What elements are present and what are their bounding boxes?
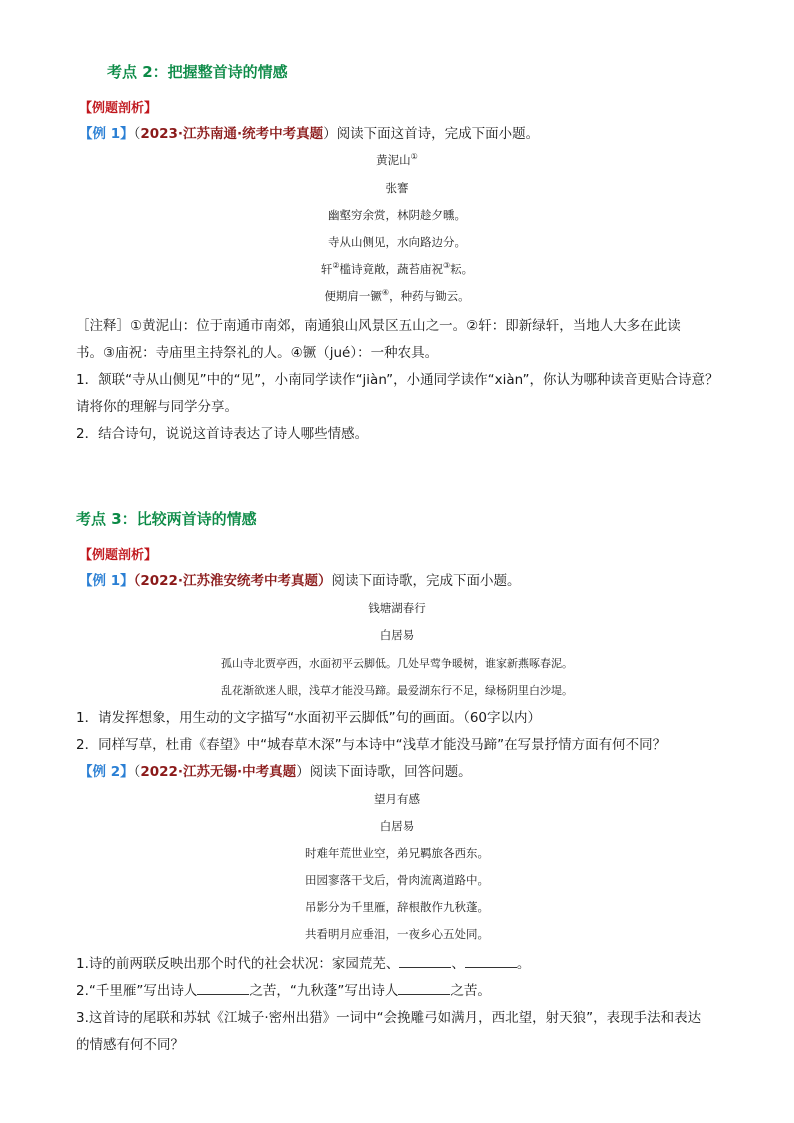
section2-analysis-tag: 【例题剖析】 <box>79 101 158 116</box>
poem-line: 乱花渐欲迷人眼，浅草才能没马蹄。最爱湖东行不足，绿杨阴里白沙堤。 <box>221 684 573 697</box>
section3-example1-header <box>79 571 521 591</box>
answer-blank[interactable] <box>398 982 450 995</box>
poem-author: 白居易 <box>379 628 415 642</box>
poem-line: 吊影分为千里雁，辞根散作九秋蓬。 <box>305 900 489 914</box>
question-1: 1．颔联“寺从山侧见”中的“见”，小南同学读作“jiàn”，小通同学读作“xiàn”，你认为哪种读音更贴合诗意？ <box>76 372 719 388</box>
example-bracket: 】 <box>120 764 134 780</box>
footnote-mark: ④ <box>381 288 390 298</box>
exam-source: 2022·江苏无锡·中考真题 <box>140 764 297 780</box>
poem-line: 寺从山侧见，水向路边分。 <box>328 235 466 249</box>
notes-line: 书。③庙祝：寺庙里主持祭礼的人。④镢（jué）：一种农具。 <box>76 345 439 361</box>
poem-title-text: 黄泥山 <box>376 153 411 167</box>
question-1: 1．请发挥想象，用生动的文字描写“水面初平云脚低”句的画面。（60字以内） <box>76 710 542 726</box>
poem-title: 望月有感 <box>374 792 420 806</box>
poem-text: 轩 <box>320 262 333 276</box>
poem-author: 白居易 <box>379 819 415 833</box>
exam-source: （2022·江苏淮安统考中考真题） <box>133 573 332 589</box>
example-bracket: 【 <box>79 126 93 142</box>
question-1 <box>76 954 530 974</box>
question-text: 、 <box>451 956 465 972</box>
example-bracket: 】 <box>120 126 134 142</box>
poem-text: 槛诗竟敞，蔬苔庙祝 <box>339 262 443 276</box>
footnote-mark: ② <box>332 261 340 271</box>
section2-heading: 考点 2：把握整首诗的情感 <box>107 63 288 81</box>
question-3-cont: 的情感有何不同？ <box>76 1037 184 1053</box>
example-bracket: 【 <box>79 764 93 780</box>
answer-blank[interactable] <box>197 982 249 995</box>
poem-text: 便期肩一镢 <box>324 289 382 303</box>
section3-example2-header <box>79 762 472 782</box>
poem-line <box>0 261 794 277</box>
poem-line: 田园寥落干戈后，骨肉流离道路中。 <box>305 873 489 887</box>
section3-analysis-tag: 【例题剖析】 <box>79 548 158 563</box>
source-bracket: （ <box>133 126 141 142</box>
poem-text: ，种药与锄云。 <box>389 289 470 303</box>
poem-line: 幽壑穷余赏，林阴趁夕曛。 <box>328 208 466 222</box>
footnote-mark: ① <box>410 152 418 162</box>
instruction: 阅读下面这首诗，完成下面小题。 <box>336 126 540 142</box>
poem-title: 钱塘湖春行 <box>368 601 426 615</box>
question-text: 之苦，“九秋蓬”写出诗人 <box>249 983 399 999</box>
question-text: 2.“千里雁”写出诗人 <box>76 983 198 999</box>
answer-blank[interactable] <box>465 955 517 968</box>
source-bracket: ） <box>323 126 337 142</box>
section3-heading: 考点 3：比较两首诗的情感 <box>76 510 257 528</box>
example-label: 【例 1】 <box>79 573 134 589</box>
instruction: 阅读下面诗歌，回答问题。 <box>309 764 472 780</box>
question-text: 。 <box>516 956 531 972</box>
source-bracket: ） <box>296 764 310 780</box>
question-text: 之苦。 <box>450 983 491 999</box>
poem-text: 耘。 <box>450 262 474 276</box>
answer-blank[interactable] <box>399 955 451 968</box>
poem-title <box>0 152 794 168</box>
poem-line <box>0 288 794 304</box>
example-label: 例 1 <box>92 126 121 142</box>
notes-line: ［注释］①黄泥山：位于南通市南郊，南通狼山风景区五山之一。②轩：即新绿轩，当地人大多在此读 <box>76 318 681 334</box>
poem-line: 时难年荒世业空，弟兄羁旅各西东。 <box>305 846 489 860</box>
source-bracket: （ <box>133 764 141 780</box>
question-3: 3.这首诗的尾联和苏轼《江城子·密州出猎》一词中“会挽雕弓如满月，西北望，射天狼”，表现手法和表达 <box>76 1010 702 1026</box>
poem-line: 共看明月应垂泪，一夜乡心五处同。 <box>305 927 489 941</box>
poem-line: 孤山寺北贾亭西，水面初平云脚低。几处早莺争暖树，谁家新燕啄春泥。 <box>221 657 573 670</box>
question-1-cont: 请将你的理解与同学分享。 <box>76 399 238 415</box>
question-2: 2．结合诗句，说说这首诗表达了诗人哪些情感。 <box>76 426 369 442</box>
question-2: 2．同样写草，杜甫《春望》中“城春草木深”与本诗中“浅草才能没马蹄”在写景抒情方面有何不同？ <box>76 737 667 753</box>
question-2 <box>76 981 491 1001</box>
section2-example1-header <box>79 124 539 144</box>
question-text: 1.诗的前两联反映出那个时代的社会状况：家园荒芜、 <box>76 956 400 972</box>
footnote-mark: ③ <box>443 261 451 271</box>
poem-author: 张謇 <box>385 181 409 195</box>
example-label: 例 2 <box>92 764 121 780</box>
instruction: 阅读下面诗歌，完成下面小题。 <box>331 573 521 589</box>
exam-source: 2023·江苏南通·统考中考真题 <box>140 126 324 142</box>
